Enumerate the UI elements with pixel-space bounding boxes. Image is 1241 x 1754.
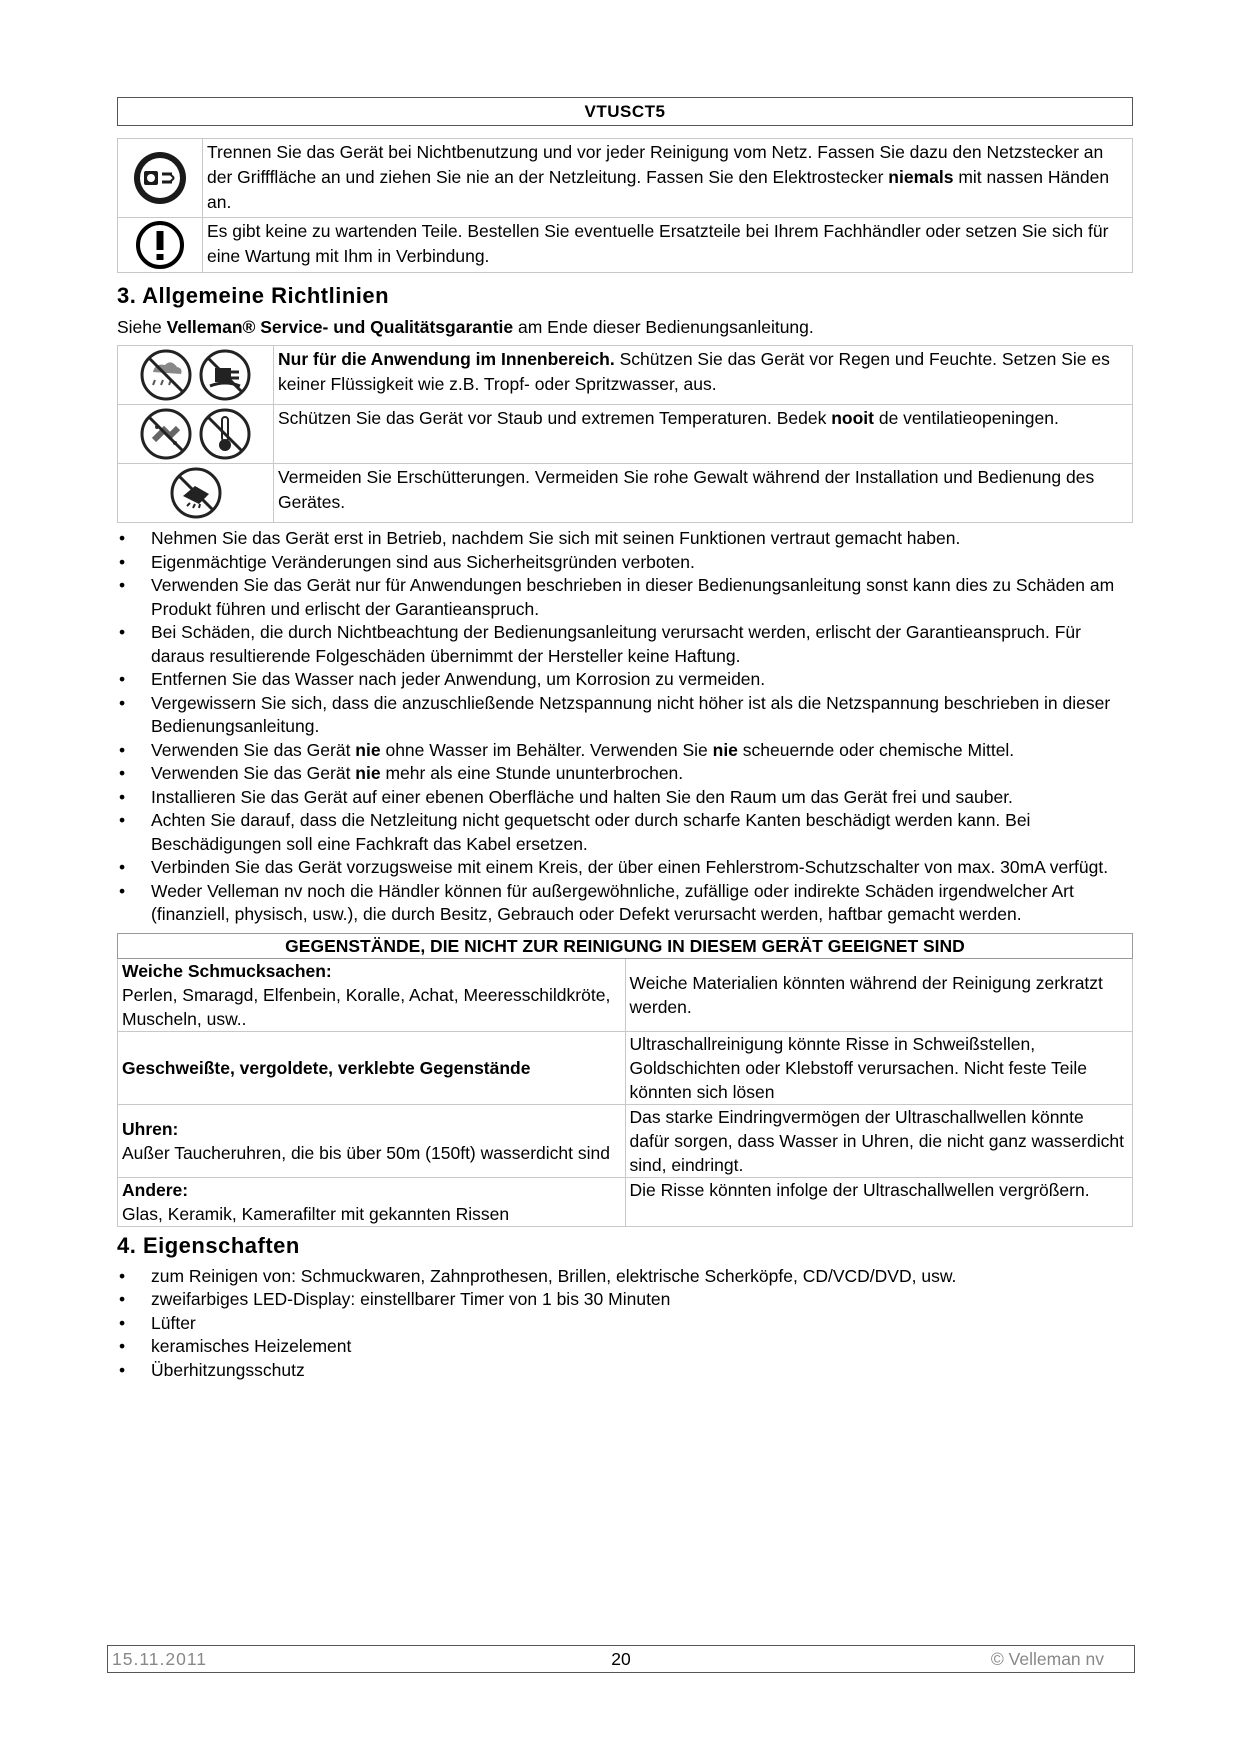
guideline-text: Schützen Sie das Gerät vor Staub und extremen Temperaturen. Bedek [278,408,832,428]
list-item: • Lüfter [119,1312,196,1333]
table-row [118,958,1133,1031]
list-item: • keramisches Heizelement [119,1336,352,1356]
list-item: • Verwenden Sie das Gerät nur für Anwendungen beschrieben in dieser Bedienungsanleitung sonst kann dies zu Schäden am Produkt führen und erlischt der Garantieanspruch. [119,575,1115,619]
safety-row [118,218,1133,273]
section-title: 3. Allgemeine Richtlinien [117,283,390,308]
list-item: • Achten Sie darauf, dass die Netzleitung nicht gequetscht oder durch scharfe Kanten beschädigt werden kann. Bei Beschädigungen soll eine Fachkraft das Kabel ersetzen. [119,810,1031,854]
object-title: Weiche Schmucksachen: [122,960,332,981]
object-desc: Glas, Keramik, Kamerafilter mit gekannten Rissen [122,1203,510,1224]
guideline-row [118,464,1133,523]
document-header: VTUSCT5 [117,97,1133,126]
no-water-splash-icon [198,348,252,402]
guideline-text: Schützen Sie das Gerät vor Regen und Feuchte. Setzen Sie es keiner Flüssigkeit wie z.B. Tropf- oder Spritzwasser, aus. [278,349,1110,394]
safety-text: Trennen Sie das Gerät bei Nichtbenutzung und vor jeder Reinigung vom Netz. Fassen Sie dazu den Netzstecker an der Grifffläche an und ziehen Sie nie an der Netzleitung. Fassen Sie den Elektrostecker [207,142,1104,187]
safety-text: Es gibt keine zu wartenden Teile. Bestellen Sie eventuelle Ersatzteile bei Ihrem Fachhändler oder setzen Sie sich für eine Wartung mit Ihm in Verbindung. [203,218,1133,273]
list-item: • Eigenmächtige Veränderungen sind aus Sicherheitsgründen verboten. [119,551,695,572]
guideline-row [118,405,1133,464]
object-reason: Ultraschallreinigung könnte Risse in Schweißstellen, Goldschichten oder Klebstoff verursachen. Nicht feste Teile könnten sich lösen [625,1031,1133,1104]
warning-exclamation-icon [135,220,185,270]
section-title: 4. Eigenschaften [117,1232,300,1258]
table-row [118,1031,1133,1104]
safety-table [117,138,1133,273]
page-number: 20 [611,1649,631,1669]
temperature-icon [198,407,252,461]
object-title: Uhren: [122,1118,179,1139]
object-desc: Außer Taucheruhren, die bis über 50m (150ft) wasserdicht sind [122,1142,610,1163]
page-content [117,97,1133,1382]
safety-text-end: mit nassen Händen an. [207,167,1110,212]
footer-date: 15.11.2011 [112,1649,207,1669]
footer-copyright: © Velleman nv [990,1649,1104,1669]
table-header: GEGENSTÄNDE, DIE NICHT ZUR REINIGUNG IN DIESEM GERÄT GEEIGNET SIND [118,933,1133,958]
list-item: • zweifarbiges LED-Display: einstellbarer Timer von 1 bis 30 Minuten [119,1289,671,1309]
list-item: • Entfernen Sie das Wasser nach jeder Anwendung, um Korrosion zu vermeiden. [119,669,766,689]
intro-bold: Velleman® Service- und Qualitätsgarantie [166,317,514,337]
object-title: Andere: [122,1179,189,1200]
unplug-icon [132,150,188,206]
intro-text-end: am Ende dieser Bedienungsanleitung. [513,317,814,337]
section-intro [117,315,1133,339]
object-desc: Perlen, Smaragd, Elfenbein, Koralle, Achat, Meeresschildkröte, Muscheln, usw.. [122,984,611,1029]
intro-text: Siehe [117,317,167,337]
page-footer [107,1645,1135,1673]
list-item: • Verwenden Sie das Gerät nie mehr als eine Stunde ununterbrochen. [119,763,684,783]
guidelines-list [117,527,1133,927]
list-item: • Weder Velleman nv noch die Händler können für außergewöhnliche, zufällige oder indirekte Schäden irgendwelcher Art (finanziell, physisch, usw.), die durch Besitz, Gebrauch oder Defekt verursacht werden, haftbar gemacht werden. [119,880,1074,924]
no-dust-icon [139,407,193,461]
guideline-bold: Nur für die Anwendung im Innenbereich. [278,349,615,369]
list-item: • Nehmen Sie das Gerät erst in Betrieb, nachdem Sie sich mit seinen Funktionen vertraut gemacht haben. [119,528,961,548]
no-shock-icon [169,466,223,520]
list-item: • Verwenden Sie das Gerät nie ohne Wasser im Behälter. Verwenden Sie nie scheuernde oder chemische Mittel. [119,739,1015,760]
safety-emphasis: niemals [888,167,954,187]
features-list [117,1265,1133,1383]
object-reason: Das starke Eindringvermögen der Ultraschallwellen könnte dafür sorgen, dass Wasser in Uhren, die nicht ganz wasserdicht sind, eindringt. [625,1104,1133,1177]
object-reason: Die Risse könnten infolge der Ultraschallwellen vergrößern. [625,1177,1133,1226]
guideline-text: Vermeiden Sie Erschütterungen. Vermeiden Sie rohe Gewalt während der Installation und Bedienung des Gerätes. [274,464,1133,523]
no-rain-icon [139,348,193,402]
object-title: Geschweißte, vergoldete, verklebte Gegenstände [122,1057,531,1078]
list-item: • Überhitzungsschutz [119,1359,305,1380]
safety-row [118,139,1133,218]
unsuitable-objects-table [117,933,1133,1227]
guideline-bold: nooit [831,408,874,428]
list-item: • Bei Schäden, die durch Nichtbeachtung der Bedienungsanleitung verursacht werden, erlischt der Garantieanspruch. Für daraus resultierende Folgeschäden übernimmt der Hersteller keine Haftung. [119,622,1081,666]
object-reason: Weiche Materialien könnten während der Reinigung zerkratzt werden. [625,958,1133,1031]
list-item: • Vergewissern Sie sich, dass die anzuschließende Netzspannung nicht höher ist als die Netzspannung beschrieben in dieser Bedienungsanleitung. [119,692,1111,736]
guidelines-table [117,345,1133,523]
table-row [118,1104,1133,1177]
list-item: • Installieren Sie das Gerät auf einer ebenen Oberfläche und halten Sie den Raum um das Gerät frei und sauber. [119,786,1013,807]
list-item: • Verbinden Sie das Gerät vorzugsweise mit einem Kreis, der über einen Fehlerstrom-Schutzschalter von max. 30mA verfügt. [119,857,1109,877]
guideline-row [118,346,1133,405]
list-item: • zum Reinigen von: Schmuckwaren, Zahnprothesen, Brillen, elektrische Scherköpfe, CD/VCD/DVD, usw. [119,1265,957,1286]
guideline-text-end: de ventilatieopeningen. [873,408,1059,428]
table-row [118,1177,1133,1226]
table-header-row [118,933,1133,958]
